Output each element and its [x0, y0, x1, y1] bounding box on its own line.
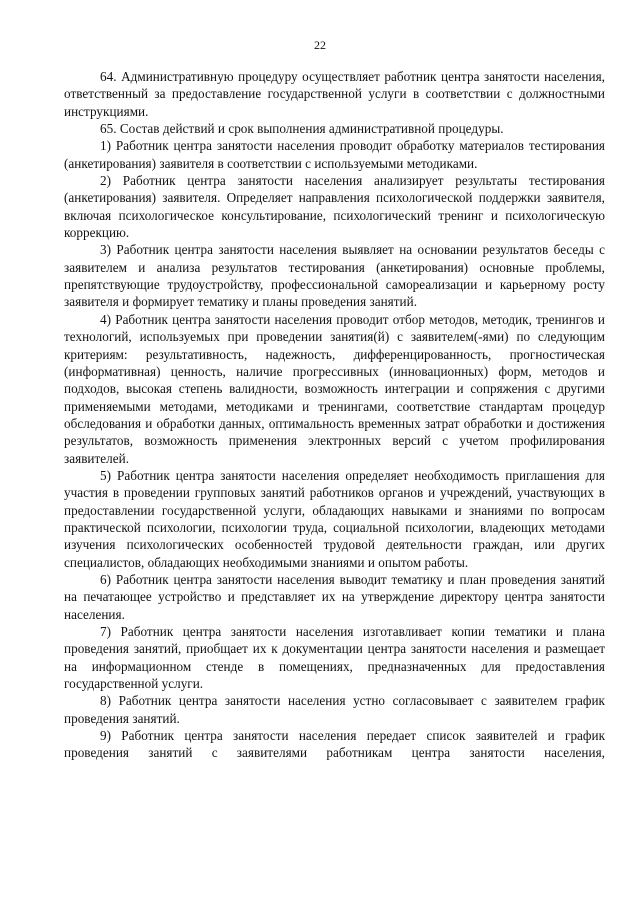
paragraph-item-9: 9) Работник центра занятости населения передает список заявителей и график проведения занятий с заявителями работникам центра занятости населения,: [64, 728, 605, 761]
paragraph-65: 65. Состав действий и срок выполнения административной процедуры.: [100, 121, 504, 137]
paragraph-item-5: 5) Работник центра занятости населения определяет необходимость приглашения для участия в проведении групповых занятий работников органов и учреждений, участвующих в предоставлении государственной услуги, обладающих навыками и знаниями по вопросам практической психологии, психологии труда, социальной психологии, владеющих методами изучения психологических особенностей трудовой деятельности граждан, или других специалистов, обладающих необходимыми знаниями и опытом работы.: [64, 467, 605, 570]
document-body: [64, 68, 605, 762]
paragraph-item-3: 3) Работник центра занятости населения выявляет на основании результатов беседы с заявителем и анализа результатов тестирования (анкетирования) основные проблемы, препятствующие трудоустройству, профессиональной самореализации и карьерному росту заявителя и формирует тематику и планы проведения занятий.: [64, 242, 605, 310]
paragraph-item-1: 1) Работник центра занятости населения проводит обработку материалов тестирования (анкетирования) заявителя в соответствии с используемыми методиками.: [64, 138, 605, 171]
paragraph-item-6: 6) Работник центра занятости населения выводит тематику и план проведения занятий на печатающее устройство и представляет их на утверждение директору центра занятости населения.: [64, 571, 605, 622]
page-number: 22: [314, 38, 326, 52]
paragraph-item-7: 7) Работник центра занятости населения изготавливает копии тематики и плана проведения занятий, приобщает их к документации центра занятости населения и размещает на информационном стенде в помещениях, предназначенных для предоставления государственной услуги.: [64, 624, 605, 692]
paragraph-item-2: 2) Работник центра занятости населения анализирует результаты тестирования (анкетирования) заявителя. Определяет направления психологической поддержки заявителя, включая психологическое консультирование, психологический тренинг и психологическую коррекцию.: [64, 173, 605, 241]
paragraph-64: 64. Административную процедуру осуществляет работник центра занятости населения, ответственный за предоставление государственной услуги в соответствии с должностными инструкциями.: [64, 69, 605, 119]
paragraph-item-8: 8) Работник центра занятости населения устно согласовывает с заявителем график проведения занятий.: [64, 693, 605, 726]
paragraph-item-4: 4) Работник центра занятости населения проводит отбор методов, методик, тренингов и технологий, используемых при проведении занятия(й) с заявителем(-ями) по следующим критериям: результативность, надежность, дифференцированность, прогностическая (информативная) ценность, наличие прогрессивных (инновационных) форм, методов и подходов, высокая степень валидности, возможность интеграции и сопряжения с другими применяемыми методами, методиками и тренингами, соответствие стандартам процедур обследования и обработки данных, оптимальность временных затрат обработки и достижения результатов, возможность применения электронных версий с учетом профилирования заявителей.: [64, 311, 605, 466]
